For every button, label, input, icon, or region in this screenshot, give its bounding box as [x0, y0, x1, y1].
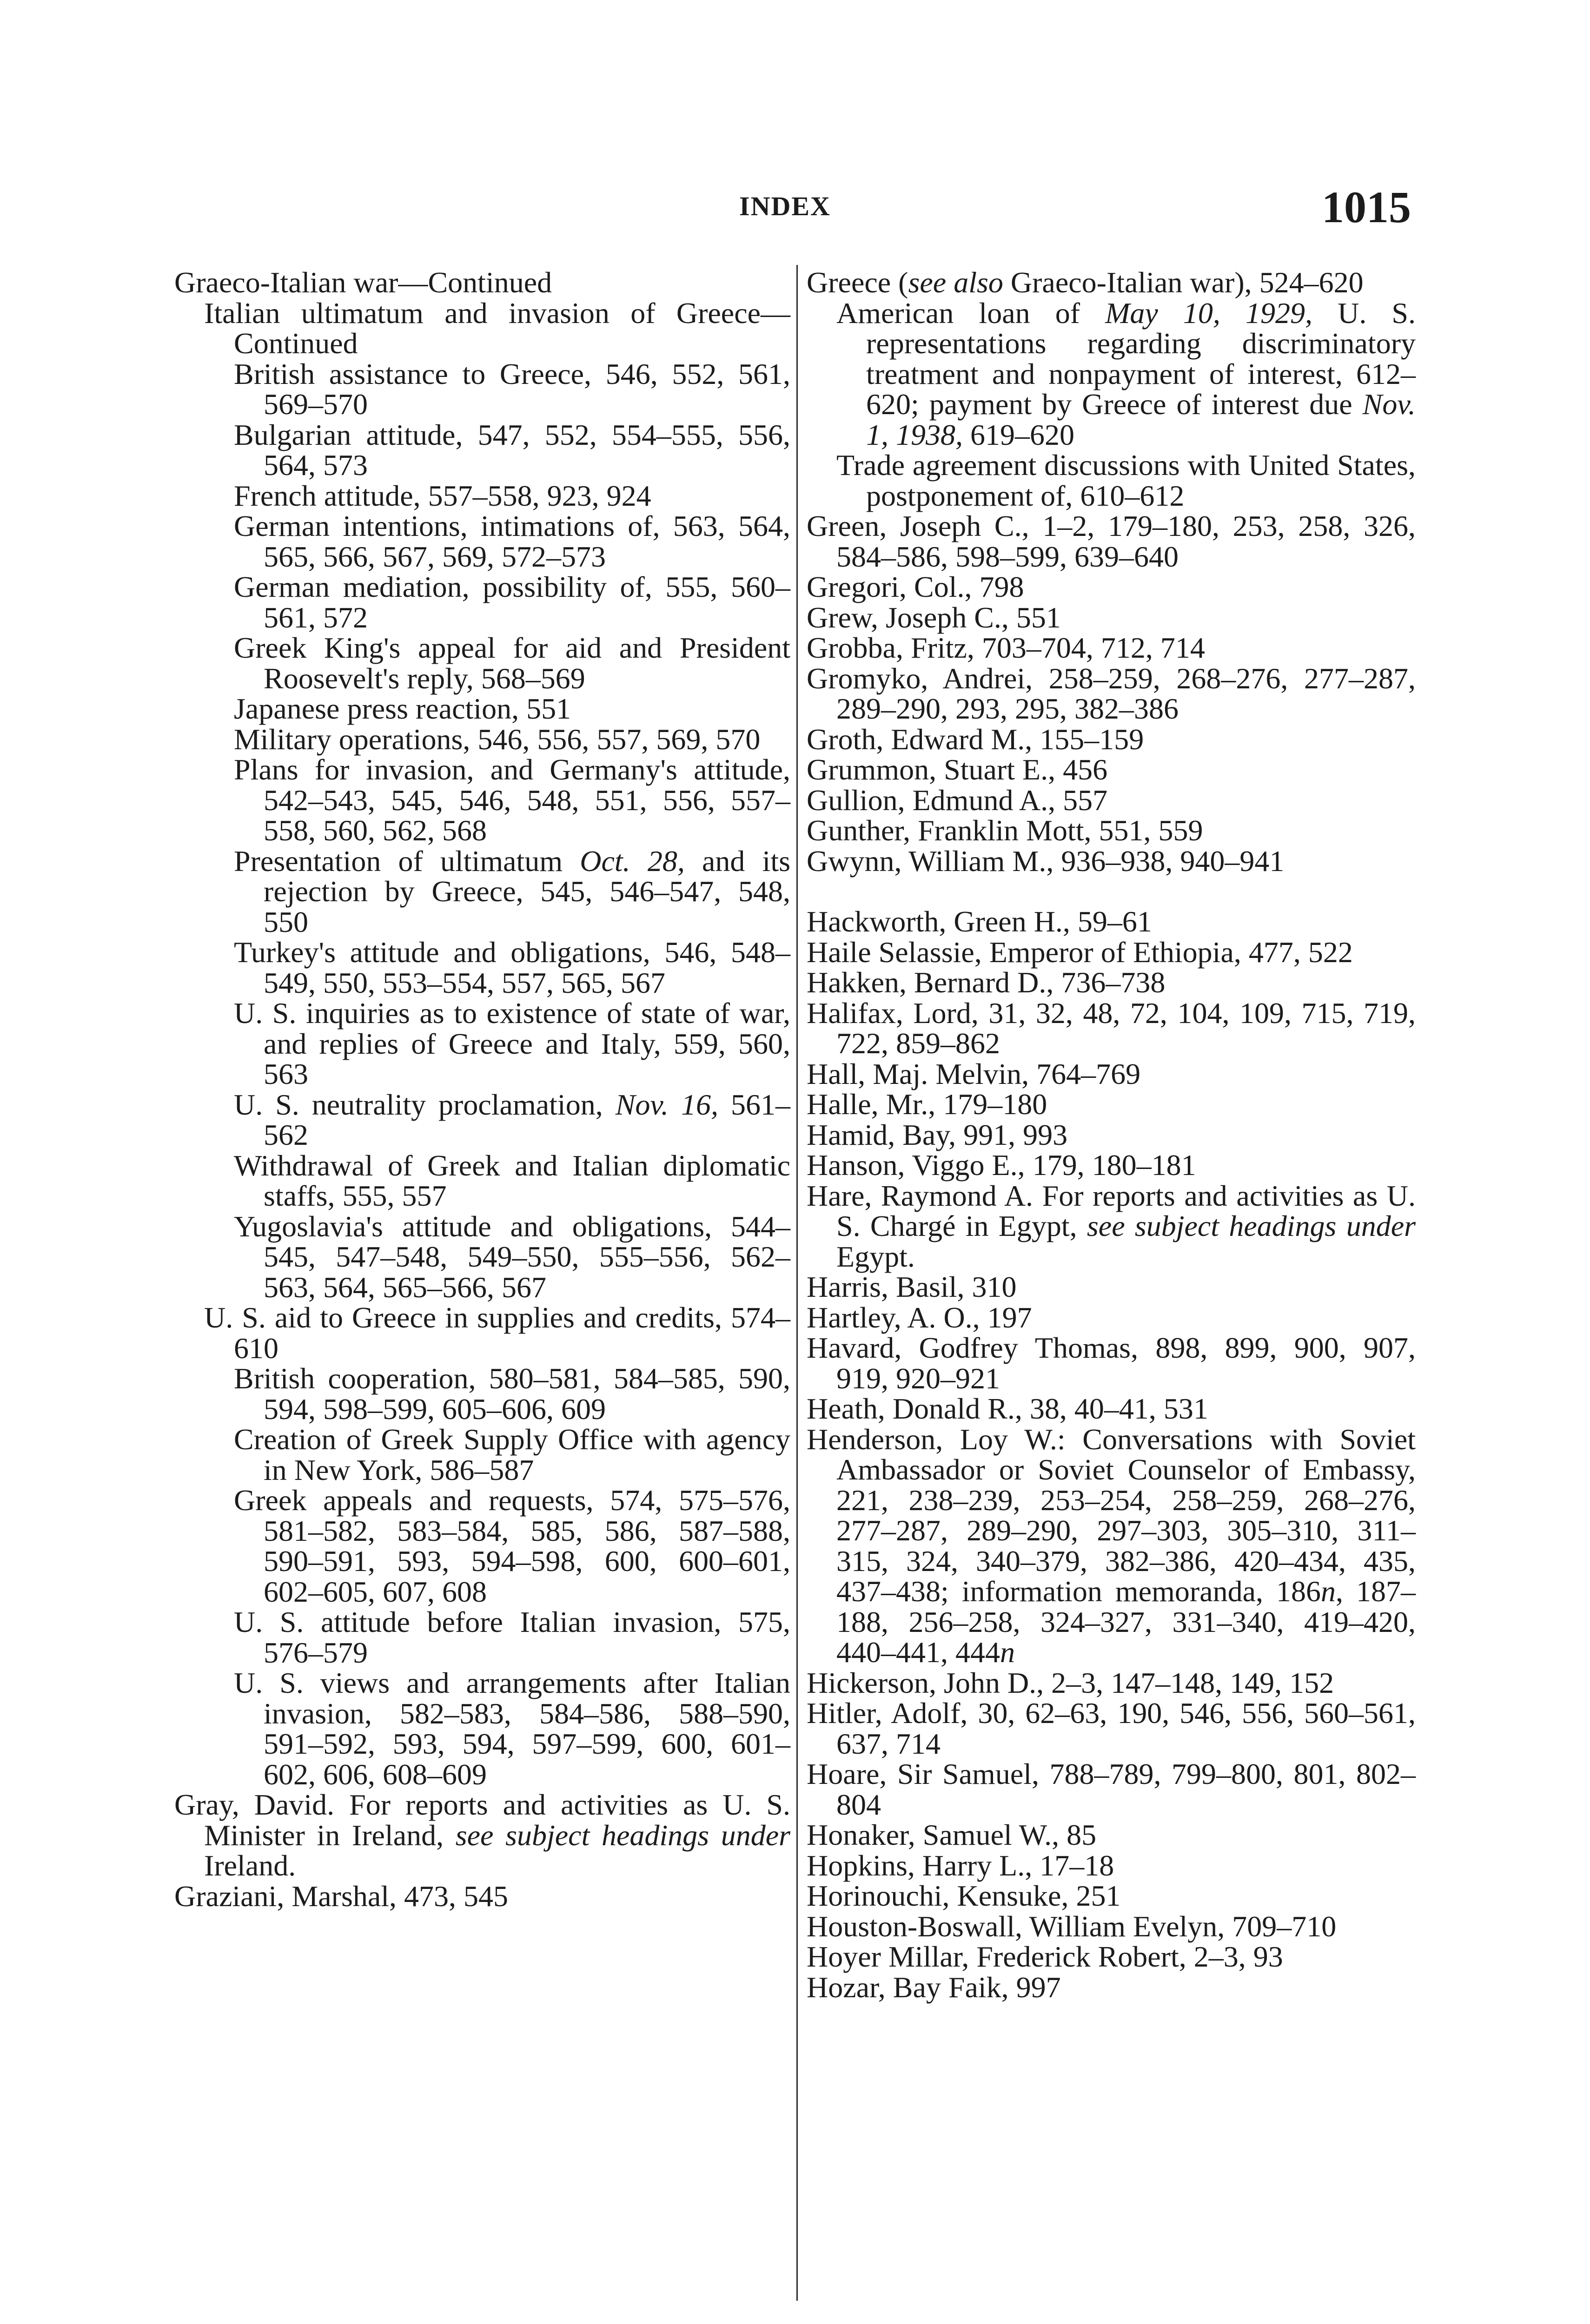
- entry-text: Graeco-Italian war), 524–620: [1003, 266, 1364, 299]
- index-entry: [174, 1789, 790, 1881]
- italic-text: Oct. 28,: [580, 844, 685, 878]
- entry-text: U. S. representations regarding discriminatory treatment and nonpayment of interest, 612–620; payment by Greece of interest due: [866, 296, 1416, 421]
- index-entry: Hickerson, John D., 2–3, 147–148, 149, 152: [807, 1666, 1334, 1699]
- index-entry: Gwynn, William M., 936–938, 940–941: [807, 844, 1285, 878]
- index-entry: Gregori, Col., 798: [807, 570, 1024, 603]
- index-entry: Hoyer Millar, Frederick Robert, 2–3, 93: [807, 1940, 1283, 1973]
- index-entry: Hartley, A. O., 197: [807, 1301, 1032, 1334]
- index-entry: Hamid, Bay, 991, 993: [807, 1118, 1068, 1151]
- index-entry: Haile Selassie, Emperor of Ethiopia, 477, 522: [807, 935, 1353, 969]
- index-entry: Hall, Maj. Melvin, 764–769: [807, 1057, 1141, 1090]
- index-subentry: Creation of Greek Supply Office with agency in New York, 586–587: [234, 1423, 790, 1486]
- entry-text: Presentation of ultimatum: [234, 844, 580, 878]
- index-subentry: Yugoslavia's attitude and obligations, 544–545, 547–548, 549–550, 555–556, 562–563, 564, 565–566, 567: [234, 1209, 790, 1304]
- entry-text: Gray, David. For reports and activities as U. S. Minister in Ireland,: [174, 1788, 790, 1852]
- index-subentry: U. S. attitude before Italian invasion, 575, 576–579: [234, 1605, 790, 1669]
- index-entry: Grummon, Stuart E., 456: [807, 753, 1108, 786]
- index-subentry: Bulgarian attitude, 547, 552, 554–555, 556, 564, 573: [234, 418, 790, 482]
- index-entry: Houston-Boswall, William Evelyn, 709–710: [807, 1909, 1337, 1943]
- entry-text: 561–562: [264, 1088, 791, 1151]
- index-entry: Hakken, Bernard D., 736–738: [807, 966, 1166, 999]
- index-entry: Hitler, Adolf, 30, 62–63, 190, 546, 556, 560–561, 637, 714: [807, 1697, 1416, 1760]
- italic-text: Nov. 16,: [615, 1088, 719, 1121]
- column-divider: [796, 265, 798, 2301]
- index-entry: Heath, Donald R., 38, 40–41, 531: [807, 1392, 1208, 1425]
- entry-text: 619–620: [963, 418, 1074, 451]
- running-head: INDEX: [739, 191, 831, 221]
- entry-text: Hare, Raymond A. For reports and activities as U. S. Chargé in Egypt,: [807, 1179, 1416, 1242]
- index-subentry: French attitude, 557–558, 923, 924: [234, 479, 651, 512]
- index-entry: Graeco-Italian war—Continued: [174, 266, 552, 299]
- index-subentry: U. S. aid to Greece in supplies and credits, 574–610: [204, 1301, 790, 1365]
- index-subentry: Japanese press reaction, 551: [234, 692, 571, 725]
- entry-text: American loan of: [836, 296, 1106, 330]
- entry-text: U. S. neutrality proclamation,: [234, 1088, 616, 1121]
- index-entry: Honaker, Samuel W., 85: [807, 1818, 1097, 1851]
- italic-text: May 10, 1929,: [1105, 296, 1312, 330]
- index-subentry: Military operations, 546, 556, 557, 569, 570: [234, 722, 761, 756]
- index-subentry: [174, 846, 790, 938]
- index-column-left: [174, 267, 790, 1911]
- index-entry: Hackworth, Green H., 59–61: [807, 905, 1152, 938]
- entry-text: Greece (: [807, 266, 908, 299]
- italic-text: see subject headings under: [455, 1818, 790, 1852]
- index-subentry: U. S. inquiries as to existence of state of war, and replies of Greece and Italy, 559, 560, 563: [234, 997, 790, 1090]
- index-entry: [807, 267, 1416, 298]
- index-entry: Green, Joseph C., 1–2, 179–180, 253, 258, 326, 584–586, 598–599, 639–640: [807, 509, 1416, 573]
- index-subentry: [174, 1089, 790, 1150]
- index-entry: Halifax, Lord, 31, 32, 48, 72, 104, 109, 715, 719, 722, 859–862: [807, 996, 1416, 1060]
- italic-text: see subject headings under: [1086, 1209, 1416, 1242]
- index-entry: Graziani, Marshal, 473, 545: [174, 1879, 509, 1913]
- index-subentry: Withdrawal of Greek and Italian diplomatic staffs, 555, 557: [234, 1149, 790, 1212]
- index-entry: Horinouchi, Kensuke, 251: [807, 1879, 1121, 1912]
- index-entry: Grobba, Fritz, 703–704, 712, 714: [807, 631, 1205, 664]
- index-subentry: British cooperation, 580–581, 584–585, 590, 594, 598–599, 605–606, 609: [234, 1362, 790, 1426]
- index-entry: Groth, Edward M., 155–159: [807, 722, 1144, 756]
- page-header: [0, 181, 1590, 232]
- italic-text: see also: [908, 266, 1003, 299]
- index-entry: Gullion, Edmund A., 557: [807, 783, 1108, 817]
- index-subentry: Plans for invasion, and Germany's attitude, 542–543, 545, 546, 548, 551, 556, 557–558, 560, 562, 568: [234, 753, 790, 847]
- index-subentry: Turkey's attitude and obligations, 546, 548–549, 550, 553–554, 557, 565, 567: [234, 936, 790, 999]
- index-entry: Gunther, Franklin Mott, 551, 559: [807, 814, 1203, 847]
- index-entry: Gromyko, Andrei, 258–259, 268–276, 277–287, 289–290, 293, 295, 382–386: [807, 661, 1416, 725]
- italic-text: Nov. 1, 1938,: [866, 388, 1416, 451]
- index-subentry: Greek appeals and requests, 574, 575–576, 581–582, 583–584, 585, 586, 587–588, 590–591, 593, 594–598, 600, 600–601, 602–605, 607, 608: [234, 1484, 790, 1608]
- index-subentry: British assistance to Greece, 546, 552, 561, 569–570: [234, 357, 790, 421]
- index-subentry: Trade agreement discussions with United States, postponement of, 610–612: [836, 449, 1416, 512]
- index-subentry: German mediation, possibility of, 555, 560–561, 572: [234, 570, 790, 634]
- index-subentry: U. S. views and arrangements after Italian invasion, 582–583, 584–586, 588–590, 591–592, 593, 594, 597–599, 600, 601–602, 606, 608–609: [234, 1666, 790, 1791]
- index-entry: Harris, Basil, 310: [807, 1270, 1017, 1303]
- entry-text: Henderson, Loy W.: Conversations with Soviet Ambassador or Soviet Counselor of Embassy, 221, 238–239, 253–254, 258–259, 268–276, 277–287, 289–290, 297–303, 305–310, 311–315, 324, 340–379, 382–386, 420–434, 435, 437–438; information memoranda, 186: [807, 1422, 1416, 1608]
- index-entry: Hoare, Sir Samuel, 788–789, 799–800, 801, 802–804: [807, 1757, 1416, 1821]
- entry-text: Egypt.: [836, 1240, 915, 1273]
- index-entry: Hopkins, Harry L., 17–18: [807, 1849, 1114, 1882]
- index-entry: [807, 1424, 1416, 1668]
- index-subentry: Greek King's appeal for aid and President Roosevelt's reply, 568–569: [234, 631, 790, 695]
- entry-text: Ireland.: [204, 1849, 296, 1882]
- index-entry: Hanson, Viggo E., 179, 180–181: [807, 1149, 1196, 1182]
- index-subentry: Italian ultimatum and invasion of Greece—Continued: [204, 296, 790, 360]
- page-number: 1015: [1322, 182, 1411, 232]
- index-entry: Havard, Godfrey Thomas, 898, 899, 900, 907, 919, 920–921: [807, 1331, 1416, 1395]
- index-entry: Halle, Mr., 179–180: [807, 1088, 1047, 1121]
- index-entry: Grew, Joseph C., 551: [807, 601, 1061, 634]
- index-subentry: German intentions, intimations of, 563, 564, 565, 566, 567, 569, 572–573: [234, 509, 790, 573]
- index-subentry: [807, 298, 1416, 450]
- entry-text: and its rejection by Greece, 545, 546–547, 548, 550: [264, 844, 790, 938]
- index-entry: Hozar, Bay Faik, 997: [807, 1970, 1061, 2004]
- index-column-right: [807, 267, 1416, 2002]
- entry-text: , 187–188, 256–258, 324–327, 331–340, 419–420, 440–441, 444: [836, 1575, 1416, 1669]
- section-gap: [807, 876, 1416, 906]
- italic-text: n: [1000, 1636, 1015, 1669]
- index-entry: [807, 1181, 1416, 1272]
- italic-text: n: [1321, 1575, 1336, 1608]
